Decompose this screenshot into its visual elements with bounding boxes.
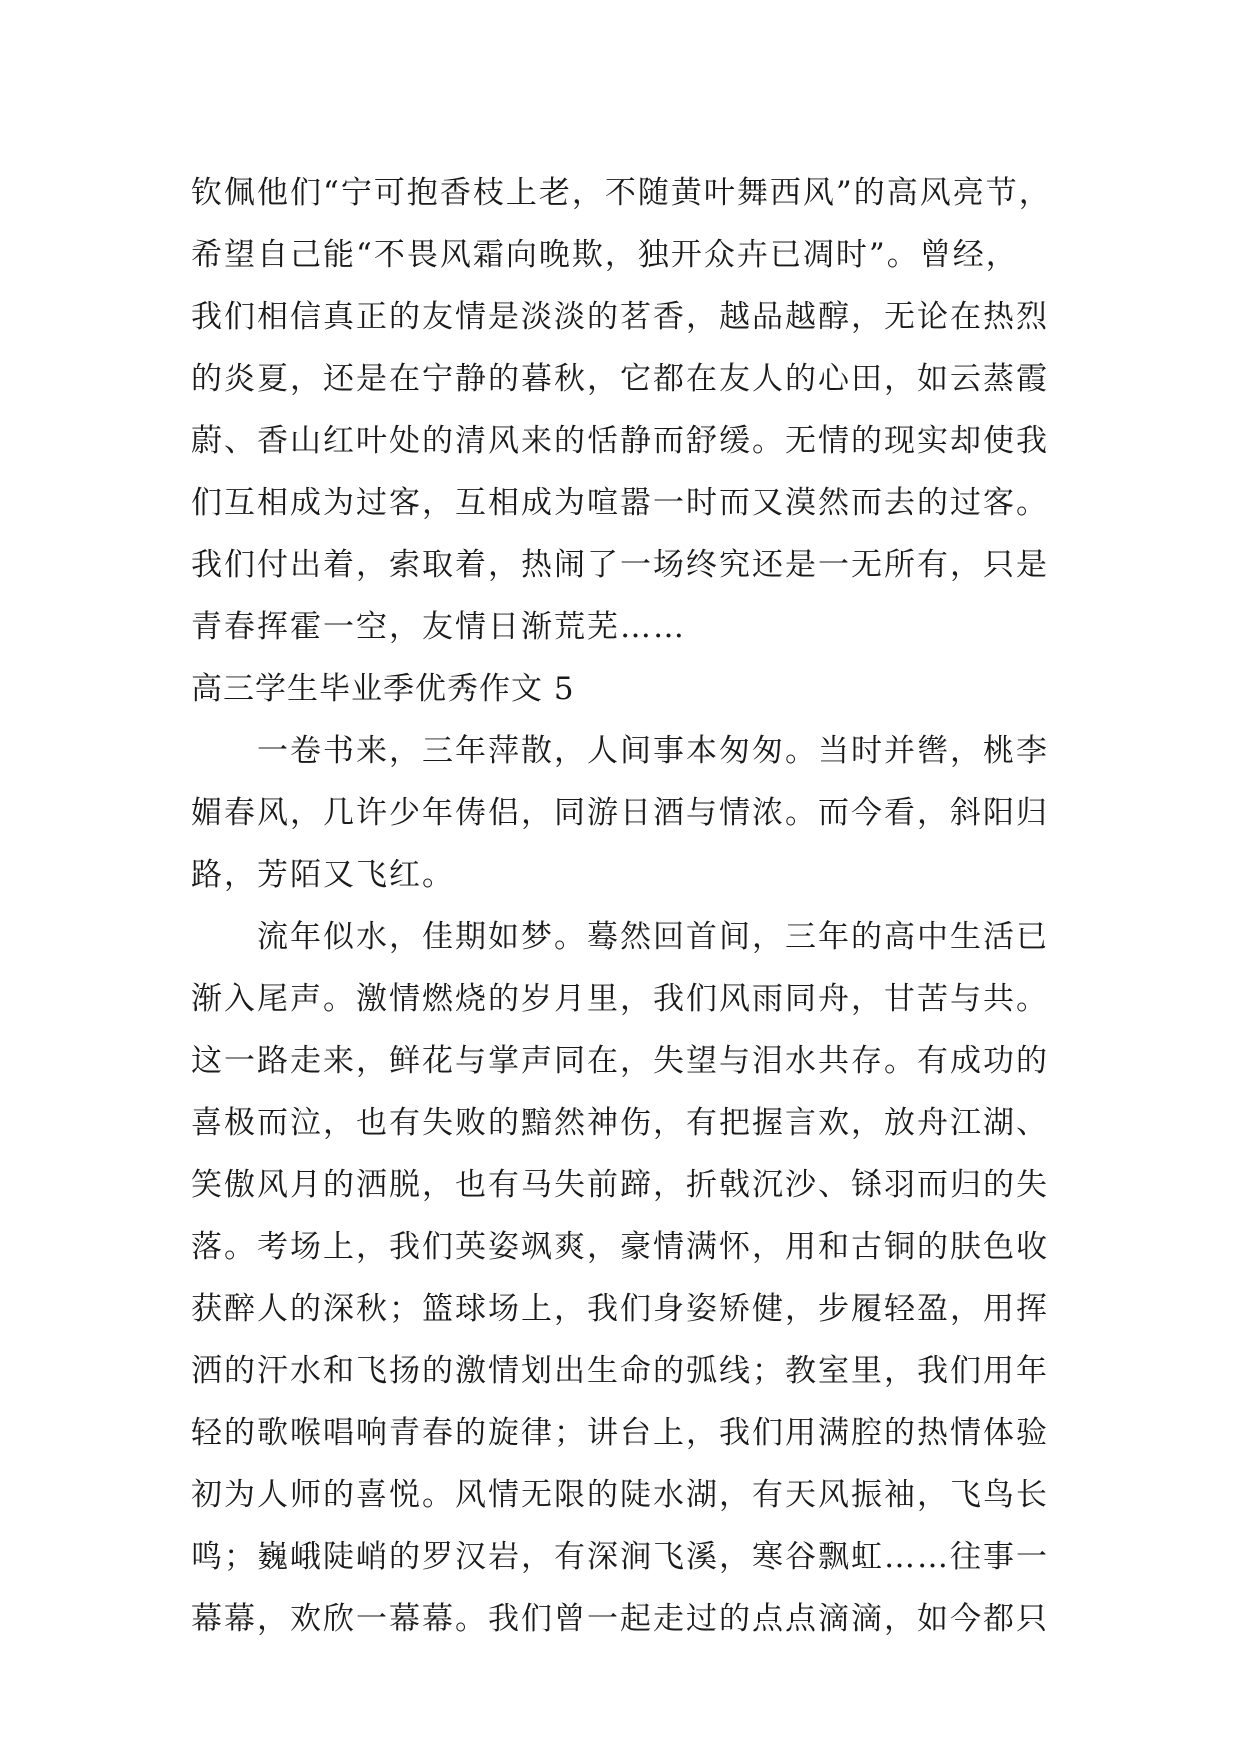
text-line: 获醉人的深秋；篮球场上，我们身姿矫健，步履轻盈，用挥 — [191, 1291, 1049, 1327]
section-heading: 高三学生毕业季优秀作文 5 — [191, 671, 575, 707]
text-line: 的炎夏，还是在宁静的暮秋，它都在友人的心田，如云蒸霞 — [191, 361, 1049, 397]
text-line: 流年似水，佳期如梦。蓦然回首间，三年的高中生活已 — [257, 919, 1049, 955]
paragraph-3 — [191, 906, 1071, 1650]
text-line: 们互相成为过客，互相成为喧嚣一时而又漠然而去的过客。 — [191, 485, 1049, 521]
text-line: 希望自己能“不畏风霜向晚欺，独开众卉已凋时”。曾经， — [191, 237, 1019, 273]
paragraph-2 — [191, 720, 1071, 906]
text-line: 渐入尾声。激情燃烧的岁月里，我们风雨同舟，甘苦与共。 — [191, 981, 1049, 1017]
text-line: 一卷书来，三年萍散，人间事本匆匆。当时并辔，桃李 — [257, 733, 1049, 769]
text-line: 洒的汗水和飞扬的激情划出生命的弧线；教室里，我们用年 — [191, 1353, 1049, 1389]
text-line: 笑傲风月的洒脱，也有马失前蹄，折戟沉沙、铩羽而归的失 — [191, 1167, 1049, 1203]
text-line: 轻的歌喉唱响青春的旋律；讲台上，我们用满腔的热情体验 — [191, 1415, 1049, 1451]
text-line: 初为人师的喜悦。风情无限的陡水湖，有天风振袖，飞鸟长 — [191, 1477, 1049, 1513]
document-body — [191, 162, 1071, 1650]
text-line: 钦佩他们“宁可抱香枝上老，不随黄叶舞西风”的高风亮节， — [191, 175, 1052, 211]
paragraph-top — [191, 162, 1071, 658]
text-line: 落。考场上，我们英姿飒爽，豪情满怀，用和古铜的肤色收 — [191, 1229, 1049, 1265]
text-line: 蔚、香山红叶处的清风来的恬静而舒缓。无情的现实却使我 — [191, 423, 1049, 459]
text-line: 喜极而泣，也有失败的黯然神伤，有把握言欢，放舟江湖、 — [191, 1105, 1049, 1141]
text-line: 鸣；巍峨陡峭的罗汉岩，有深涧飞溪，寒谷飘虹……往事一 — [191, 1539, 1049, 1575]
text-line: 青春挥霍一空，友情日渐荒芜…… — [191, 609, 686, 645]
text-line: 我们相信真正的友情是淡淡的茗香，越品越醇，无论在热烈 — [191, 299, 1049, 335]
text-line: 我们付出着，索取着，热闹了一场终究还是一无所有，只是 — [191, 547, 1049, 583]
text-line: 路，芳陌又飞红。 — [191, 857, 455, 893]
text-line: 媚春风，几许少年俦侣，同游日酒与情浓。而今看，斜阳归 — [191, 795, 1049, 831]
text-line: 幕幕，欢欣一幕幕。我们曾一起走过的点点滴滴，如今都只 — [191, 1601, 1049, 1637]
text-line: 这一路走来，鲜花与掌声同在，失望与泪水共存。有成功的 — [191, 1043, 1049, 1079]
